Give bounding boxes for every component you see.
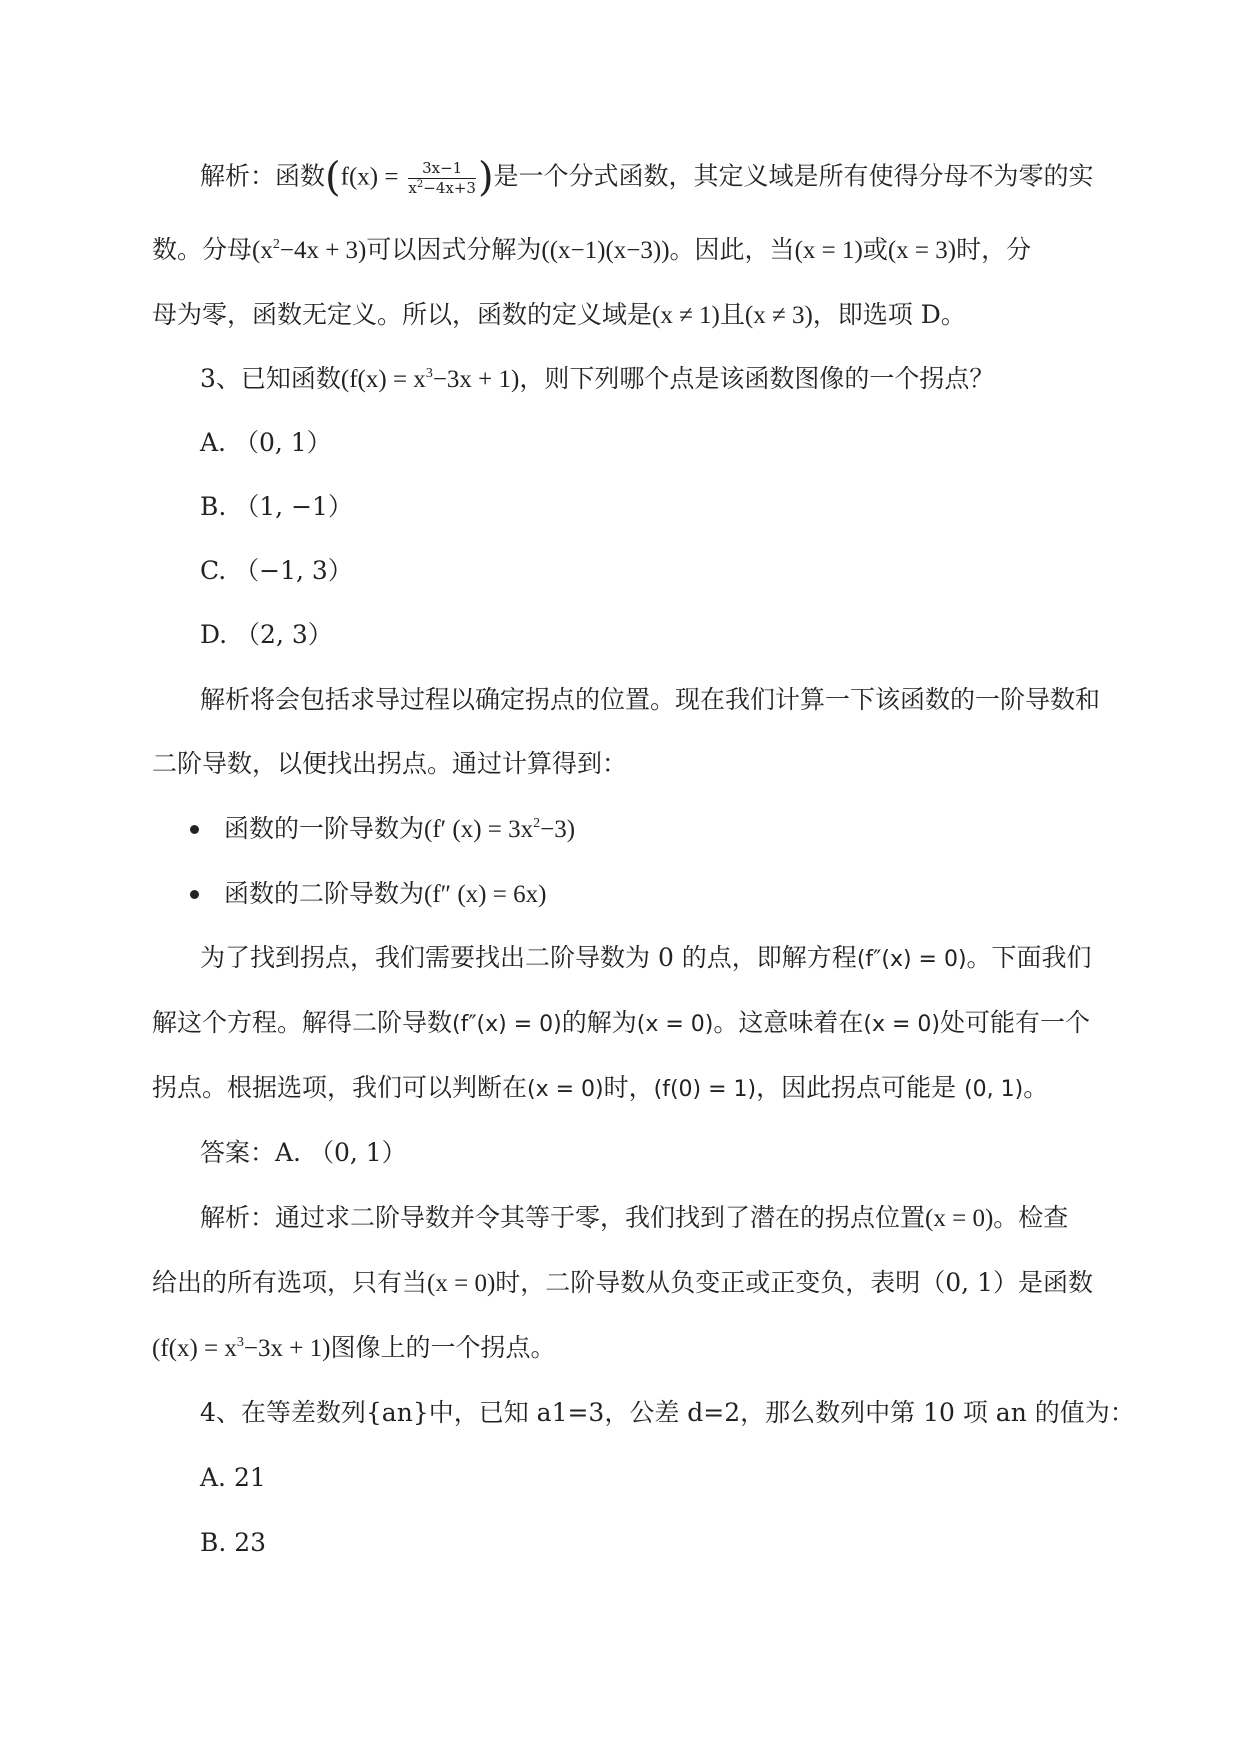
den-part: −4x+3 bbox=[423, 178, 476, 197]
analysis-paragraph-line-8 bbox=[152, 1075, 1092, 1101]
text: 。 bbox=[1023, 1073, 1049, 1102]
fraction bbox=[408, 160, 476, 196]
exponent: 2 bbox=[533, 816, 541, 831]
exponent: 2 bbox=[416, 178, 424, 190]
analysis-paragraph-line-4: 解析将会包括求导过程以确定拐点的位置。现在我们计算一下该函数的一阶导数和 bbox=[200, 685, 1101, 714]
analysis-paragraph-line-10 bbox=[152, 1270, 1092, 1296]
den-part: x bbox=[408, 178, 417, 197]
math-expression: ((x−1)(x−3)) bbox=[541, 237, 670, 264]
text: 。因此，当 bbox=[669, 235, 795, 264]
math-expression: (f″ (x) = 6x) bbox=[424, 881, 547, 908]
bullet-first-derivative bbox=[224, 816, 1164, 842]
exponent: 3 bbox=[425, 366, 433, 381]
text: ，因此拐点可能是 bbox=[756, 1073, 965, 1102]
math-expression: (x = 0) bbox=[925, 1205, 994, 1232]
analysis-paragraph-line-2 bbox=[152, 237, 1092, 263]
analysis-paragraph-line-5: 二阶导数，以便找出拐点。通过计算得到： bbox=[152, 749, 628, 778]
text: 图像上的一个拐点。 bbox=[330, 1333, 556, 1362]
analysis-paragraph-line-3 bbox=[152, 302, 1092, 328]
exponent: 2 bbox=[272, 237, 280, 252]
math-part: −4x + 3) bbox=[279, 237, 367, 264]
text: 或 bbox=[862, 235, 888, 264]
math-expression: (f(0) = 1) bbox=[653, 1077, 757, 1102]
math-expression bbox=[341, 366, 519, 393]
text: 母为零，函数无定义。所以，函数的定义域是 bbox=[152, 300, 653, 329]
math-part: (f′ (x) = 3x bbox=[424, 816, 534, 843]
analysis-paragraph-line-6 bbox=[200, 945, 1140, 971]
paren: ( bbox=[325, 154, 341, 201]
text: 3、已知函数 bbox=[200, 364, 341, 393]
math-expression: (f″(x) = 0) bbox=[856, 947, 967, 972]
option-b: B. （1, −1） bbox=[200, 492, 353, 521]
paren: ) bbox=[477, 154, 494, 201]
option-c: C. （−1, 3） bbox=[200, 556, 353, 585]
math-part: −3x + 1) bbox=[432, 366, 520, 393]
math-expression: (0, 1) bbox=[964, 1077, 1024, 1102]
analysis-paragraph-line-9 bbox=[200, 1205, 1140, 1231]
text: 可以因式分解为 bbox=[366, 235, 542, 264]
fraction-numerator: 3x−1 bbox=[408, 160, 476, 179]
text: 。下面我们 bbox=[966, 943, 1092, 972]
text: 。这意味着在 bbox=[713, 1008, 864, 1037]
bullet-icon bbox=[190, 890, 199, 899]
q4-option-a: A. 21 bbox=[200, 1463, 266, 1492]
text: 时，分 bbox=[956, 235, 1032, 264]
text: 。检查 bbox=[993, 1203, 1069, 1232]
text: ，则下列哪个点是该函数图像的一个拐点？ bbox=[519, 364, 995, 393]
math-part: −3) bbox=[540, 816, 576, 843]
text: 是一个分式函数，其定义域是所有使得分母不为零的实 bbox=[493, 161, 1094, 191]
fraction-denominator bbox=[408, 179, 476, 197]
math-part: (f(x) = x bbox=[152, 1335, 237, 1362]
text: 时，二阶导数从负变正或正变负，表明（0, 1）是函数 bbox=[495, 1268, 1093, 1297]
q4-option-b: B. 23 bbox=[200, 1528, 267, 1557]
math-expression bbox=[424, 816, 575, 843]
text: 数。分母 bbox=[152, 235, 253, 264]
math-expression: (x = 1) bbox=[794, 237, 863, 264]
math-expression bbox=[252, 237, 366, 264]
analysis-paragraph-line-1 bbox=[200, 154, 1140, 201]
math-expression: (x = 0) bbox=[527, 1077, 604, 1102]
text: 给出的所有选项，只有当 bbox=[152, 1268, 428, 1297]
text: 拐点。根据选项，我们可以判断在 bbox=[152, 1073, 528, 1102]
math-part: (x bbox=[252, 237, 273, 264]
bullet-icon bbox=[190, 825, 199, 834]
exponent: 3 bbox=[236, 1335, 244, 1350]
text: 函数的二阶导数为 bbox=[224, 879, 425, 908]
math-expression: (x = 0) bbox=[636, 1012, 714, 1037]
analysis-paragraph-line-11 bbox=[152, 1335, 1092, 1361]
text: 函数的一阶导数为 bbox=[224, 814, 425, 843]
analysis-paragraph-line-7 bbox=[152, 1010, 1092, 1036]
text: ，即选项 D。 bbox=[812, 300, 966, 329]
text: 解析：函数 bbox=[200, 161, 326, 191]
text: 处可能有一个 bbox=[940, 1008, 1091, 1037]
text: 且 bbox=[719, 300, 745, 329]
bullet-second-derivative bbox=[224, 881, 1164, 907]
text: 的解为 bbox=[561, 1008, 637, 1037]
option-a: A. （0, 1） bbox=[200, 428, 332, 457]
question-4: 4、在等差数列{an}中，已知 a1=3，公差 d=2，那么数列中第 10 项 an 的值为： bbox=[200, 1398, 1135, 1427]
answer-line: 答案：A. （0, 1） bbox=[200, 1138, 407, 1167]
text: 解析：通过求二阶导数并令其等于零，我们找到了潜在的拐点位置 bbox=[200, 1203, 926, 1232]
text: 为了找到拐点，我们需要找出二阶导数为 0 的点，即解方程 bbox=[200, 943, 857, 972]
math-part: (f(x) = x bbox=[340, 366, 426, 393]
math-expression: (x ≠ 1) bbox=[652, 302, 720, 329]
math-expression: (f″(x) = 0) bbox=[452, 1012, 562, 1037]
math-expression: (x = 0) bbox=[427, 1270, 496, 1297]
question-3 bbox=[200, 366, 1140, 392]
text: 解这个方程。解得二阶导数 bbox=[152, 1008, 453, 1037]
math-expression: f(x) = bbox=[340, 163, 399, 191]
math-expression: (x = 0) bbox=[863, 1012, 940, 1037]
text: 时， bbox=[603, 1073, 654, 1102]
math-part: −3x + 1) bbox=[243, 1335, 331, 1362]
math-expression bbox=[152, 1335, 330, 1362]
option-d: D. （2, 3） bbox=[200, 620, 333, 649]
math-expression: (x = 3) bbox=[887, 237, 957, 264]
math-expression: (x ≠ 3) bbox=[744, 302, 813, 329]
